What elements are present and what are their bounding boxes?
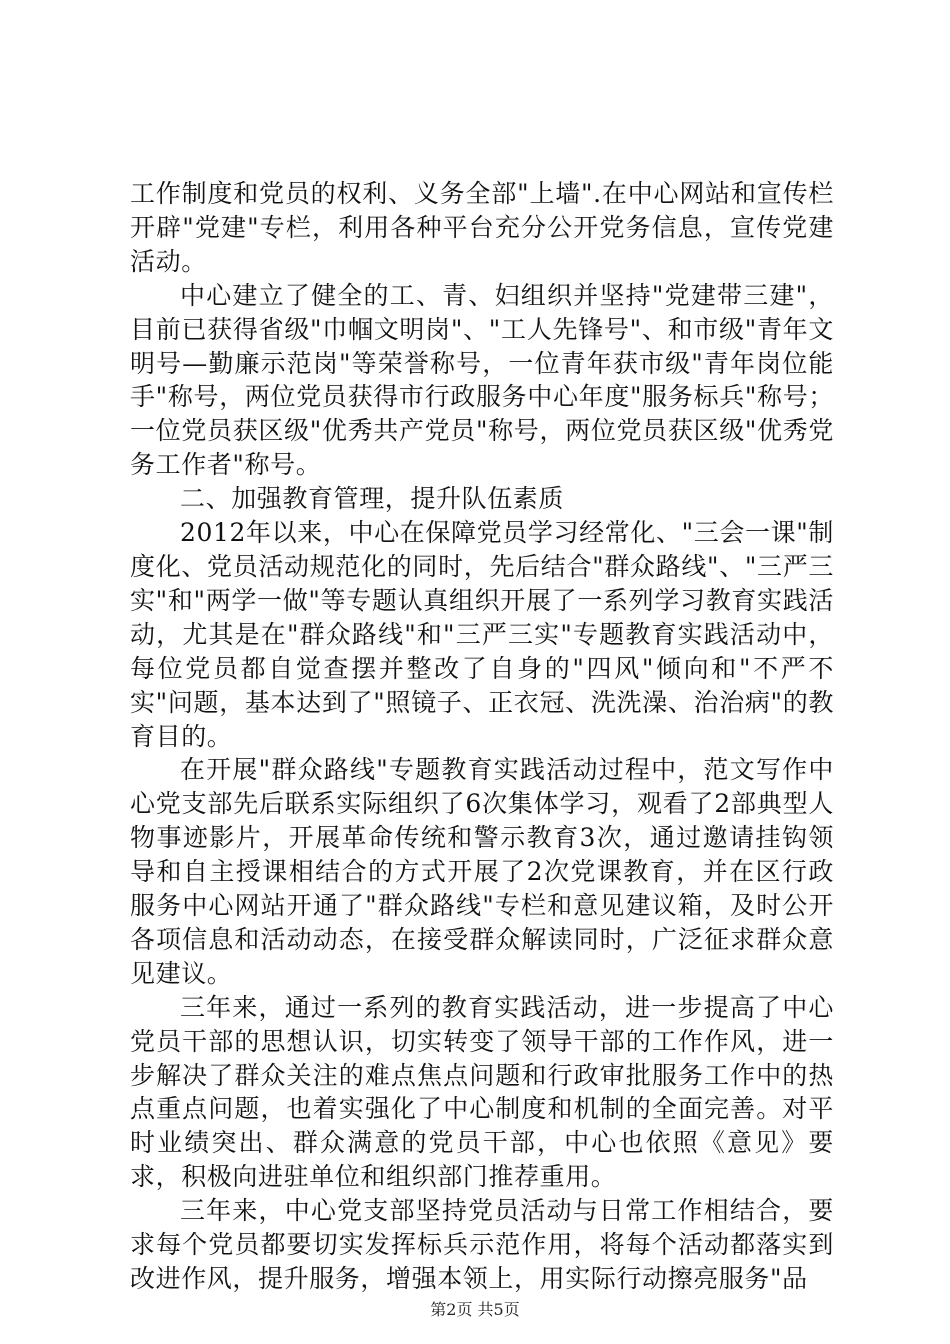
paragraph-three-years: 三年来，通过一系列的教育实践活动，进一步提高了中心党员干部的思想认识，切实转变了领导干部的工作作风，进一步解决了群众关注的难点焦点问题和行政审批服务工作中的热点重点问题，也着实强化了中心制度和机制的全面完善。对平时业绩突出、群众满意的党员干部，中心也依照《意见》要求，积极向进驻单位和组织部门推荐重用。 [130, 992, 834, 1192]
paragraph-activities: 三年来，中心党支部坚持党员活动与日常工作相结合，要求每个党员都要切实发挥标兵示范作用，将每个活动都落实到改进作风，提升服务，增强本领上，用实际行动擦亮服务"品 [130, 1196, 834, 1293]
section-heading: 二、加强教育管理，提升队伍素质 [180, 484, 565, 514]
document-body [130, 177, 834, 1296]
paragraph-honors: 中心建立了健全的工、青、妇组织并坚持"党建带三建"，目前已获得省级"巾帼文明岗"、"工人先锋号"、和市级"青年文明号—勤廉示范岗"等荣誉称号，一位青年获市级"青年岗位能手"称号，两位党员获得市行政服务中心年度"服务标兵"称号；一位党员获区级"优秀共产党员"称号，两位党员获区级"优秀党务工作者"称号。 [130, 280, 834, 480]
paragraph-continued: 工作制度和党员的权利、义务全部"上墙".在中心网站和宣传栏开辟"党建"专栏，利用各种平台充分公开党务信息，宣传党建活动。 [130, 179, 834, 276]
paragraph-education: 2012年以来，中心在保障党员学习经常化、"三会一课"制度化、党员活动规范化的同时，先后结合"群众路线"、"三严三实"和"两学一做"等专题认真组织开展了一系列学习教育实践活动，尤其是在"群众路线"和"三严三实"专题教育实践活动中，每位党员都自觉查摆并整改了自身的"四风"倾向和"不严不实"问题，基本达到了"照镜子、正衣冠、洗洗澡、治治病"的教育目的。 [130, 518, 834, 751]
paragraph-mass-line: 在开展"群众路线"专题教育实践活动过程中，范文写作中心党支部先后联系实际组织了6次集体学习，观看了2部典型人物事迹影片，开展革命传统和警示教育3次，通过邀请挂钩领导和自主授课相结合的方式开展了2次党课教育，并在区行政服务中心网站开通了"群众路线"专栏和意见建议箱，及时公开各项信息和活动动态，在接受群众解读同时，广泛征求群众意见建议。 [130, 755, 834, 988]
page-footer: 第2页 共5页 [430, 1300, 520, 1319]
